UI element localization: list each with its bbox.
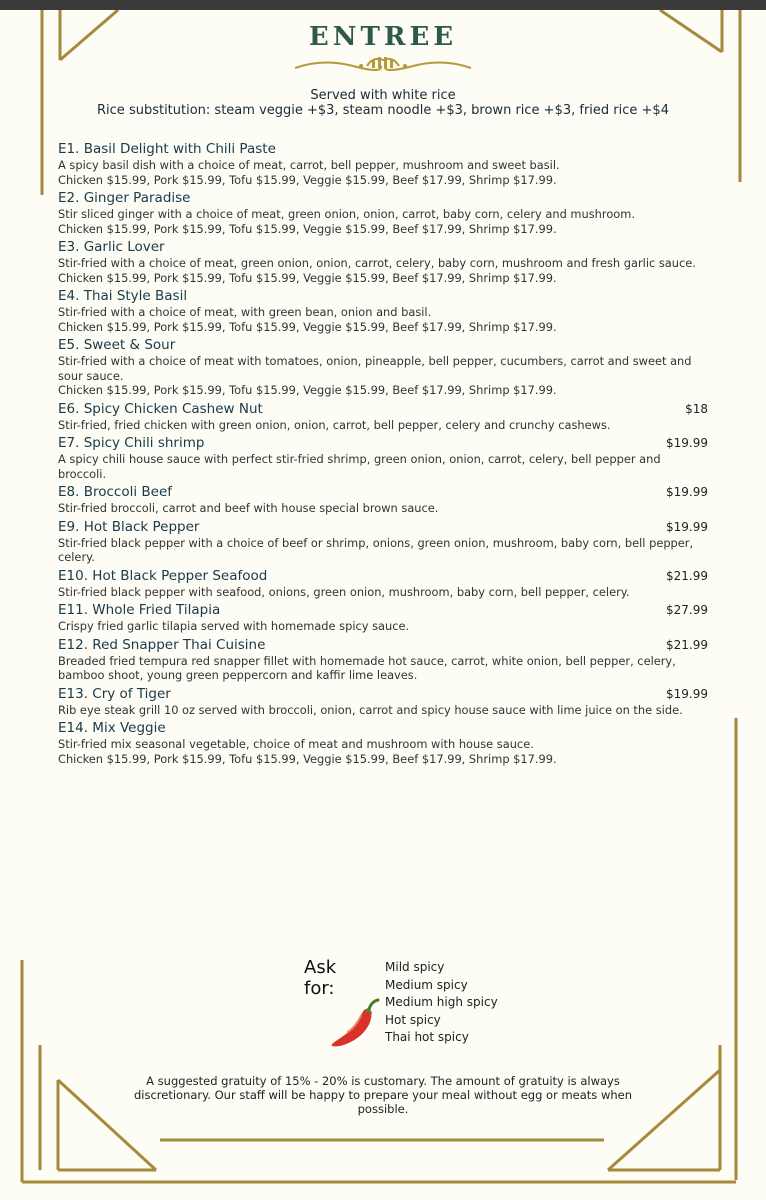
menu-item bbox=[58, 288, 708, 334]
menu-item-name: E1. Basil Delight with Chili Paste bbox=[58, 141, 276, 157]
menu-item-name: E13. Cry of Tiger bbox=[58, 685, 171, 702]
entree-menu-list bbox=[58, 141, 708, 769]
menu-item-price: $21.99 bbox=[666, 568, 708, 583]
menu-item bbox=[58, 190, 708, 236]
menu-item bbox=[58, 519, 708, 565]
menu-item bbox=[58, 337, 708, 398]
menu-item-price-options: Chicken $15.99, Pork $15.99, Tofu $15.99, Veggie $15.99, Beef $17.99, Shrimp $17.99. bbox=[58, 270, 557, 285]
menu-item-header bbox=[58, 435, 708, 452]
menu-item-price-options: Chicken $15.99, Pork $15.99, Tofu $15.99, Veggie $15.99, Beef $17.99, Shrimp $17.99. bbox=[58, 751, 557, 766]
menu-item-name: E3. Garlic Lover bbox=[58, 239, 165, 255]
page-title: ENTREE bbox=[308, 22, 458, 52]
spicy-level-list bbox=[385, 959, 545, 1047]
menu-item bbox=[58, 435, 708, 481]
menu-item-header bbox=[58, 401, 708, 418]
menu-item-header bbox=[58, 288, 708, 305]
menu-item-description: Stir-fried with a choice of meat with tomatoes, onion, pineapple, bell pepper, cucumbers, carrot and sweet and sour sauce. bbox=[58, 354, 692, 383]
menu-item-price-options: Chicken $15.99, Pork $15.99, Tofu $15.99, Veggie $15.99, Beef $17.99, Shrimp $17.99. bbox=[58, 383, 557, 397]
menu-item-header bbox=[58, 720, 708, 737]
ornament-flourish-icon bbox=[293, 54, 473, 76]
top-bar bbox=[0, 0, 766, 10]
menu-item bbox=[58, 602, 708, 634]
menu-item bbox=[58, 686, 708, 718]
menu-item-price: $19.99 bbox=[666, 686, 708, 701]
menu-item-description: Stir-fried black pepper with a choice of beef or shrimp, onions, green onion, mushroom, baby corn, bell pepper, celery. bbox=[58, 535, 694, 564]
spicy-level-option: Hot spicy bbox=[385, 1012, 441, 1027]
menu-item-description: Stir-fried, fried chicken with green onion, onion, carrot, bell pepper, celery and crunchy cashews. bbox=[58, 417, 611, 432]
menu-item-description: Stir-fried broccoli, carrot and beef with house special brown sauce. bbox=[58, 501, 439, 515]
menu-item-description: Stir-fried black pepper with seafood, onions, green onion, mushroom, baby corn, bell pepper, celery. bbox=[58, 584, 630, 599]
menu-item-description: Stir-fried with a choice of meat, green onion, onion, carrot, celery, baby corn, mushroom and fresh garlic sauce. bbox=[58, 256, 696, 270]
menu-page bbox=[0, 10, 766, 1200]
menu-item-header bbox=[58, 190, 708, 207]
menu-item-price: $27.99 bbox=[666, 603, 708, 617]
menu-item-name: E12. Red Snapper Thai Cuisine bbox=[58, 636, 266, 653]
menu-item-name: E10. Hot Black Pepper Seafood bbox=[58, 567, 268, 584]
menu-item-name: E2. Ginger Paradise bbox=[58, 190, 191, 206]
menu-item-price: $19.99 bbox=[666, 436, 708, 450]
menu-item-description: Rib eye steak grill 10 oz served with broccoli, onion, carrot and spicy house sauce with lime juice on the side. bbox=[58, 702, 683, 717]
rice-substitution-note: Rice substitution: steam veggie +$3, steam noodle +$3, brown rice +$3, fried rice +$4 bbox=[97, 103, 669, 118]
menu-item-header bbox=[58, 686, 708, 703]
menu-item-description: A spicy basil dish with a choice of meat, carrot, bell pepper, mushroom and sweet basil. bbox=[58, 158, 560, 172]
menu-item-header bbox=[58, 568, 708, 585]
rice-note: Served with white rice bbox=[310, 88, 456, 103]
menu-item-header bbox=[58, 602, 708, 619]
menu-item-price-options: Chicken $15.99, Pork $15.99, Tofu $15.99, Veggie $15.99, Beef $17.99, Shrimp $17.99. bbox=[58, 172, 557, 187]
menu-item bbox=[58, 401, 708, 433]
spicy-level-option: Thai hot spicy bbox=[385, 1030, 469, 1044]
menu-item bbox=[58, 484, 708, 516]
menu-item-name: E7. Spicy Chili shrimp bbox=[58, 435, 205, 451]
chili-pepper-icon bbox=[328, 998, 382, 1050]
menu-item-name: E14. Mix Veggie bbox=[58, 720, 166, 736]
menu-item-name: E8. Broccoli Beef bbox=[58, 484, 172, 500]
menu-item-description: Stir-fried with a choice of meat, with green bean, onion and basil. bbox=[58, 305, 432, 319]
menu-item bbox=[58, 720, 708, 766]
menu-item bbox=[58, 239, 708, 285]
menu-item-header bbox=[58, 141, 708, 158]
menu-item-price: $21.99 bbox=[666, 637, 708, 652]
gratuity-note: A suggested gratuity of 15% - 20% is customary. The amount of gratuity is always discretionary. Our staff will be happy to prepare your meal without egg or meats when possible. bbox=[133, 1074, 633, 1116]
menu-item-header bbox=[58, 337, 708, 354]
menu-item-name: E11. Whole Fried Tilapia bbox=[58, 602, 221, 618]
menu-item-header bbox=[58, 637, 708, 654]
menu-item-description: A spicy chili house sauce with perfect stir-fried shrimp, green onion, onion, carrot, celery, bell pepper and broccoli. bbox=[58, 452, 661, 481]
menu-item-header bbox=[58, 519, 708, 536]
menu-item bbox=[58, 141, 708, 187]
menu-item-price: $18 bbox=[685, 401, 708, 416]
menu-item-price-options: Chicken $15.99, Pork $15.99, Tofu $15.99, Veggie $15.99, Beef $17.99, Shrimp $17.99. bbox=[58, 319, 557, 334]
menu-item-description: Stir sliced ginger with a choice of meat, green onion, onion, carrot, baby corn, celery and mushroom. bbox=[58, 207, 635, 221]
menu-item-name: E4. Thai Style Basil bbox=[58, 288, 188, 304]
menu-item-description: Stir-fried mix seasonal vegetable, choice of meat and mushroom with house sauce. bbox=[58, 737, 534, 751]
spicy-level-option: Mild spicy bbox=[385, 960, 445, 974]
ask-for-label: Ask for: bbox=[304, 957, 337, 999]
menu-item-header bbox=[58, 484, 708, 501]
spicy-level-option: Medium spicy bbox=[385, 977, 468, 992]
menu-item-name: E5. Sweet & Sour bbox=[58, 337, 176, 353]
menu-item bbox=[58, 637, 708, 683]
menu-item-name: E6. Spicy Chicken Cashew Nut bbox=[58, 400, 263, 417]
menu-item-header bbox=[58, 239, 708, 256]
menu-item-price-options: Chicken $15.99, Pork $15.99, Tofu $15.99, Veggie $15.99, Beef $17.99, Shrimp $17.99. bbox=[58, 221, 557, 236]
menu-item-description: Breaded fried tempura red snapper fillet with homemade hot sauce, carrot, white onion, bell pepper, celery, bamboo shoot, young green peppercorn and kaffir lime leaves. bbox=[58, 653, 676, 682]
menu-item-name: E9. Hot Black Pepper bbox=[58, 518, 200, 535]
menu-item bbox=[58, 568, 708, 600]
menu-item-description: Crispy fried garlic tilapia served with homemade spicy sauce. bbox=[58, 619, 410, 633]
menu-item-price: $19.99 bbox=[666, 519, 708, 534]
spicy-level-option: Medium high spicy bbox=[385, 995, 498, 1009]
menu-item-price: $19.99 bbox=[666, 485, 708, 499]
